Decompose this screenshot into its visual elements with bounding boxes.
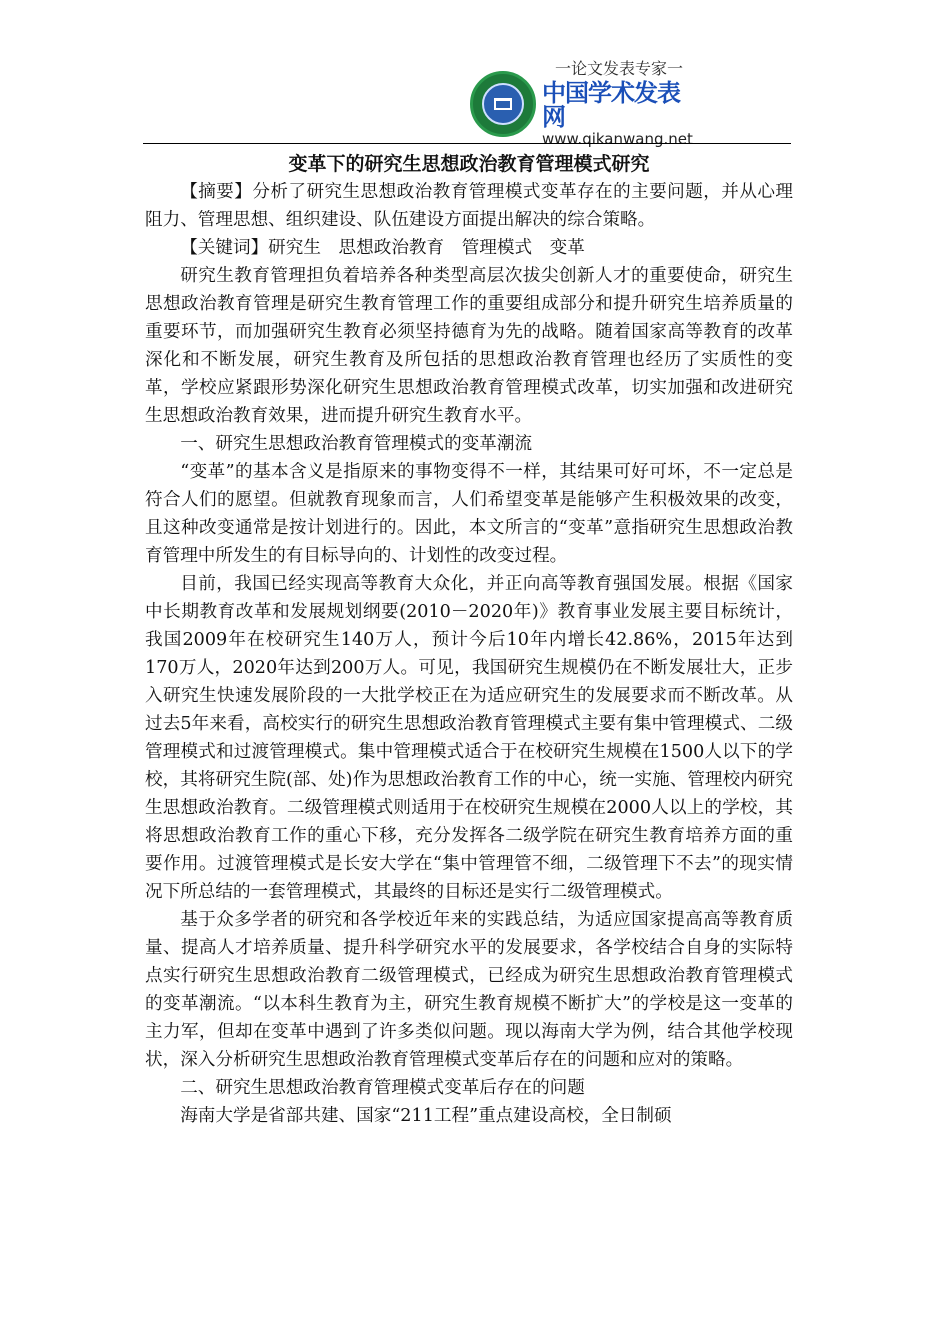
intro-paragraph: 研究生教育管理担负着培养各种类型高层次拔尖创新人才的重要使命，研究生思想政治教育管理是研究生教育管理工作的重要组成部分和提升研究生培养质量的重要环节，而加强研究生教育必须坚持德育为先的战略。随着国家高等教育的改革深化和不断发展，研究生教育及所包括的思想政治教育管理也经历了实质性的变革，学校应紧跟形势深化研究生思想政治教育管理模式改革，切实加强和改进研究生思想政治教育效果，进而提升研究生教育水平。 (145, 266, 793, 426)
abstract: 【摘要】分析了研究生思想政治教育管理模式变革存在的主要问题，并从心理阻力、管理思想、组织建设、队伍建设方面提出解决的综合策略。 (145, 182, 793, 230)
keywords: 【关键词】研究生 思想政治教育 管理模式 变革 (180, 238, 585, 258)
article-title: 变革下的研究生思想政治教育管理模式研究 (288, 153, 650, 175)
article (145, 150, 793, 1130)
body-paragraph: 基于众多学者的研究和各学校近年来的实践总结，为适应国家提高高等教育质量、提高人才培养质量、提升科学研究水平的发展要求，各学校结合自身的实际特点实行研究生思想政治教育二级管理模式，已经成为研究生思想政治教育管理模式的变革潮流。“以本科生教育为主，研究生教育规模不断扩大”的学校是这一变革的主力军，但却在变革中遇到了许多类似问题。现以海南大学为例，结合其他学校现状，深入分析研究生思想政治教育管理模式变革后存在的问题和应对的策略。 (145, 910, 793, 1070)
section-heading-1: 一、研究生思想政治教育管理模式的变革潮流 (180, 434, 533, 454)
site-logo (470, 59, 696, 148)
section-heading-2: 二、研究生思想政治教育管理模式变革后存在的问题 (180, 1078, 585, 1098)
body-paragraph: “变革”的基本含义是指原来的事物变得不一样，其结果可好可坏，不一定总是符合人们的愿望。但就教育现象而言，人们希望变革是能够产生积极效果的改变，且这种改变通常是按计划进行的。因此，本文所言的“变革”意指研究生思想政治教育管理中所发生的有目标导向的、计划性的改变过程。 (145, 462, 793, 566)
logo-url: www.qikanwang.net (542, 130, 693, 148)
header-divider (143, 143, 791, 144)
body-paragraph: 目前，我国已经实现高等教育大众化，并正向高等教育强国发展。根据《国家中长期教育改革和发展规划纲要(2010－2020年)》教育事业发展主要目标统计，我国2009年在校研究生140万人，预计今后10年内增长42.86%，2015年达到170万人，2020年达到200万人。可见，我国研究生规模仍在不断发展壮大，正步入研究生快速发展阶段的一大批学校正在为适应研究生的发展要求而不断改革。从过去5年来看，高校实行的研究生思想政治教育管理模式主要有集中管理模式、二级管理模式和过渡管理模式。集中管理模式适合于在校研究生规模在1500人以下的学校，其将研究生院(部、处)作为思想政治教育工作的中心，统一实施、管理校内研究生思想政治教育。二级管理模式则适用于在校研究生规模在2000人以上的学校，其将思想政治教育工作的重心下移，充分发挥各二级学院在研究生教育培养方面的重要作用。过渡管理模式是长安大学在“集中管理管不细，二级管理下不去”的现实情况下所总结的一套管理模式，其最终的目标还是实行二级管理模式。 (145, 574, 793, 902)
logo-seal-icon (470, 71, 536, 137)
body-paragraph: 海南大学是省部共建、国家“211工程”重点建设高校，全日制硕 (180, 1106, 672, 1126)
logo-brand: 中国学术发表网 (542, 79, 680, 131)
logo-slogan: 一论文发表专家一 (554, 59, 683, 78)
